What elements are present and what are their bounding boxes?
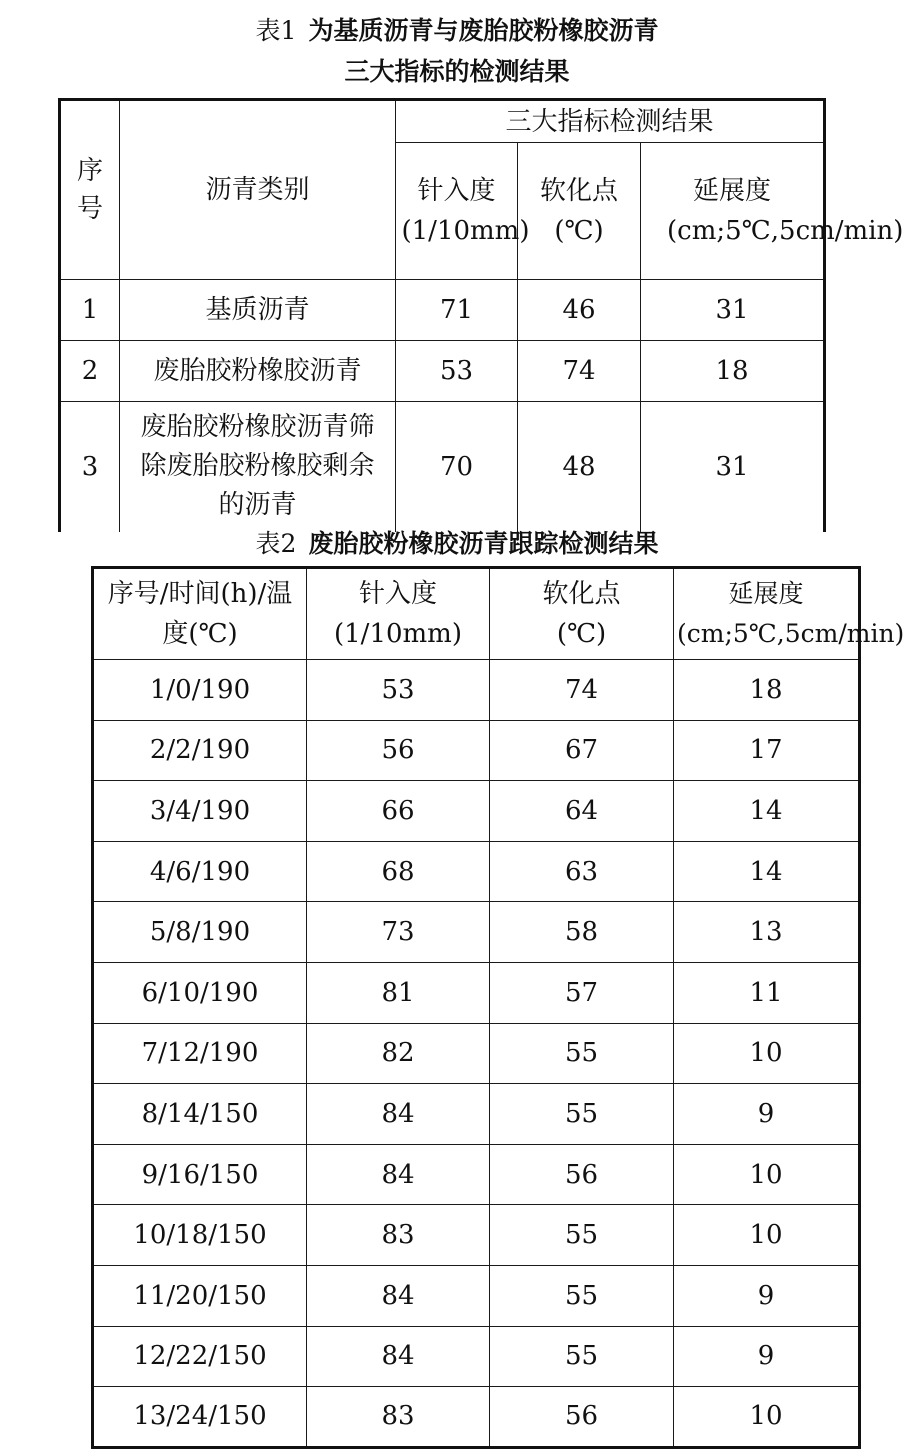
t2-cell-softening: 56 [490,1144,674,1205]
t2-cell-penetration: 73 [307,902,490,963]
t2-header-softening: 软化点(℃) [490,568,674,660]
table-row [93,660,860,721]
table2-caption [0,529,914,559]
t2-cell-ductility: 11 [674,962,860,1023]
t1-cell-softening: 48 [518,402,641,532]
table1-caption-line1: 为基质沥青与废胎胶粉橡胶沥青 [308,16,659,45]
t2-header-penetration: 针入度(1/10mm) [307,568,490,660]
t2-cell-ductility: 18 [674,660,860,721]
t2-cell-penetration: 84 [307,1326,490,1387]
table-row [93,1387,860,1448]
t2-header-seq: 序号/时间(h)/温度(℃) [93,568,307,660]
t2-cell-penetration: 83 [307,1387,490,1448]
t2-cell-seq: 12/22/150 [93,1326,307,1387]
t1-header-seq: 序号 [60,100,120,280]
t1-cell-softening: 74 [518,341,641,402]
t2-cell-ductility: 9 [674,1326,860,1387]
t2-cell-seq: 5/8/190 [93,902,307,963]
t2-cell-seq: 2/2/190 [93,720,307,781]
table-row [93,962,860,1023]
t1-cell-seq: 2 [60,341,120,402]
t2-cell-softening: 67 [490,720,674,781]
t1-header-ductility: 延展度(cm;5℃,5cm/min) [641,143,825,280]
t2-cell-seq: 7/12/190 [93,1023,307,1084]
t2-cell-seq: 13/24/150 [93,1387,307,1448]
table-row [93,1084,860,1145]
t1-cell-softening: 46 [518,280,641,341]
t1-header-penetration: 针入度(1/10mm) [396,143,518,280]
t2-cell-ductility: 9 [674,1084,860,1145]
table2 [91,566,905,1449]
t2-cell-seq: 10/18/150 [93,1205,307,1266]
t2-cell-penetration: 56 [307,720,490,781]
t2-cell-seq: 6/10/190 [93,962,307,1023]
t2-cell-penetration: 68 [307,841,490,902]
t2-cell-softening: 57 [490,962,674,1023]
t1-cell-penetration: 53 [396,341,518,402]
t2-cell-penetration: 84 [307,1144,490,1205]
table-row [93,841,860,902]
t1-cell-ductility: 31 [641,280,825,341]
t2-cell-seq: 11/20/150 [93,1265,307,1326]
table1-caption [0,16,914,46]
t2-cell-softening: 55 [490,1326,674,1387]
t1-cell-category: 废胎胶粉橡胶沥青筛除废胎胶粉橡胶剩余的沥青 [120,402,396,532]
table2-number: 表2 [255,529,297,558]
t1-cell-penetration: 70 [396,402,518,532]
table2-caption-text: 废胎胶粉橡胶沥青跟踪检测结果 [308,529,659,558]
t2-cell-ductility: 10 [674,1205,860,1266]
t2-cell-ductility: 10 [674,1023,860,1084]
t1-cell-category: 废胎胶粉橡胶沥青 [120,341,396,402]
table-row [60,341,825,402]
t2-cell-ductility: 13 [674,902,860,963]
t2-cell-seq: 3/4/190 [93,781,307,842]
t1-cell-seq: 1 [60,280,120,341]
t2-cell-seq: 4/6/190 [93,841,307,902]
t2-cell-softening: 74 [490,660,674,721]
t1-cell-penetration: 71 [396,280,518,341]
table1-caption-line2: 三大指标的检测结果 [344,57,570,86]
t1-header-group: 三大指标检测结果 [396,100,825,143]
t2-cell-softening: 58 [490,902,674,963]
table-row [93,1326,860,1387]
t2-cell-penetration: 81 [307,962,490,1023]
table-row [93,1023,860,1084]
table-row [93,720,860,781]
table-row [93,1205,860,1266]
t2-cell-ductility: 14 [674,781,860,842]
t2-cell-softening: 63 [490,841,674,902]
table-row [60,402,825,532]
t2-cell-penetration: 53 [307,660,490,721]
t2-cell-ductility: 14 [674,841,860,902]
t2-cell-penetration: 84 [307,1265,490,1326]
table-row [93,781,860,842]
t2-cell-ductility: 10 [674,1387,860,1448]
table-row [60,280,825,341]
t2-cell-softening: 55 [490,1023,674,1084]
t2-cell-ductility: 9 [674,1265,860,1326]
t2-cell-softening: 55 [490,1205,674,1266]
t2-cell-penetration: 84 [307,1084,490,1145]
table-row [93,902,860,963]
t2-cell-ductility: 17 [674,720,860,781]
table-row [93,1265,860,1326]
t1-cell-ductility: 18 [641,341,825,402]
t2-cell-ductility: 10 [674,1144,860,1205]
t1-cell-category: 基质沥青 [120,280,396,341]
t2-cell-softening: 55 [490,1084,674,1145]
table1 [58,98,904,532]
t2-cell-softening: 56 [490,1387,674,1448]
t2-cell-softening: 64 [490,781,674,842]
t1-cell-seq: 3 [60,402,120,532]
t2-cell-softening: 55 [490,1265,674,1326]
table1-number: 表1 [255,16,297,45]
t1-header-softening: 软化点(℃) [518,143,641,280]
t2-cell-seq: 1/0/190 [93,660,307,721]
t2-header-ductility: 延展度(cm;5℃,5cm/min) [674,568,860,660]
t2-cell-penetration: 66 [307,781,490,842]
t2-cell-seq: 9/16/150 [93,1144,307,1205]
t1-header-category: 沥青类别 [120,100,396,280]
t2-cell-seq: 8/14/150 [93,1084,307,1145]
table-row [93,1144,860,1205]
t1-cell-ductility: 31 [641,402,825,532]
t2-cell-penetration: 82 [307,1023,490,1084]
t2-cell-penetration: 83 [307,1205,490,1266]
